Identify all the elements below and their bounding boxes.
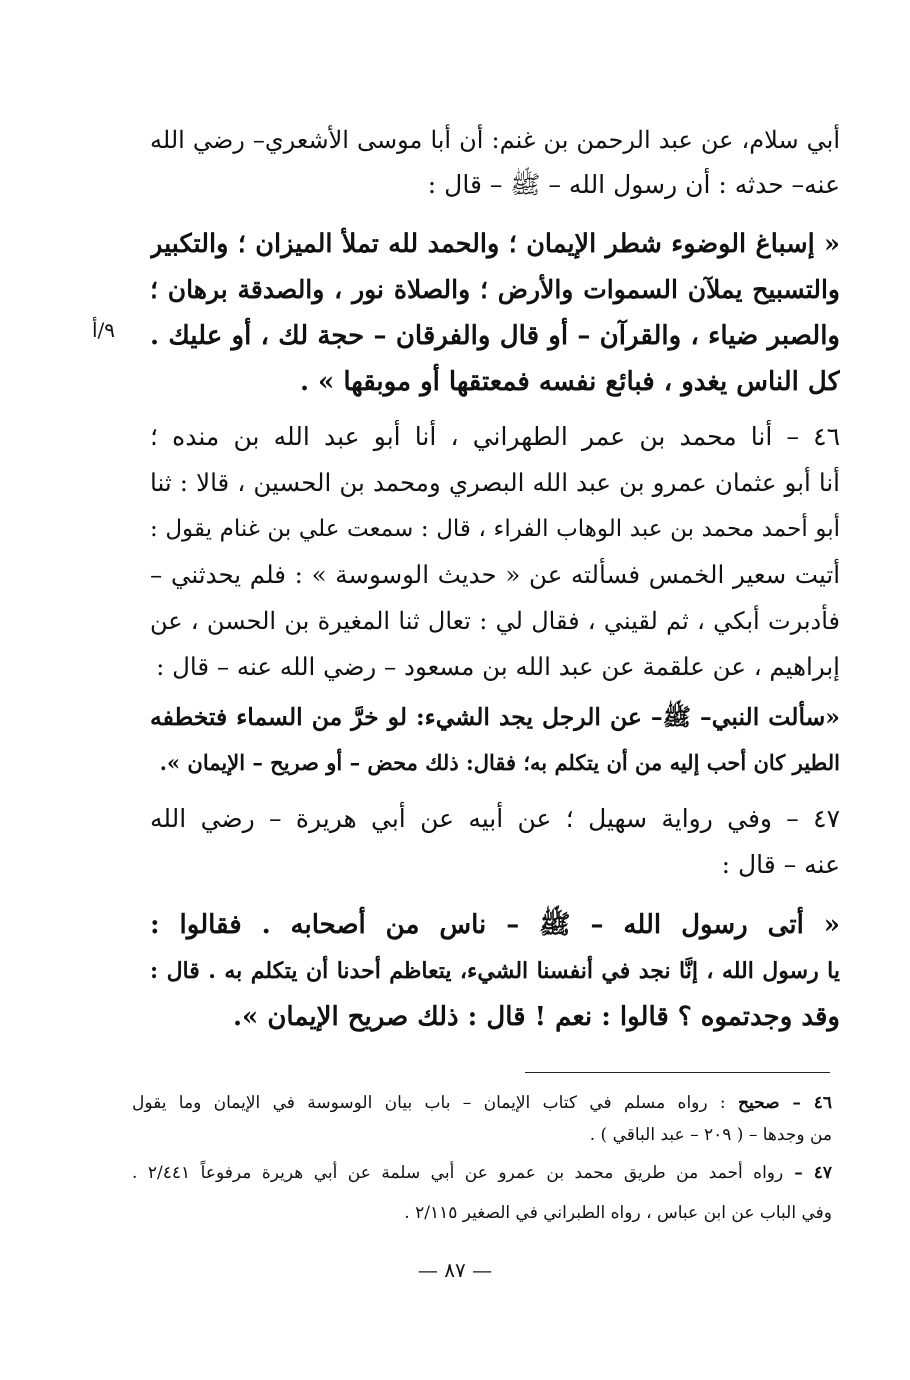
- hadith-text-line: يا رسول الله ، إنَّا نجد في أنفسنا الشيء، يتعاظم أحدنا أن يتكلم به . قال :: [150, 958, 840, 984]
- text-line: إبراهيم ، عن علقمة عن عبد الله بن مسعود – رضي الله عنه – قال :: [156, 652, 840, 681]
- footnote-line: [132, 1158, 832, 1188]
- text-line: أتيت سعير الخمس فسألته عن « حديث الوسوسة » : فلم يحدثني –: [150, 560, 840, 589]
- footnote-text: وفي الباب عن ابن عباس ، رواه الطبراني في الصغير ٢/١١٥ .: [404, 1203, 832, 1223]
- hadith-text-line: وقد وجدتموه ؟ قالوا : نعم ! قال : ذلك صريح الإيمان ».: [232, 1002, 840, 1032]
- footnote-line: [132, 1088, 832, 1118]
- text-line: أبو أحمد محمد بن عبد الوهاب الفراء ، قال : سمعت علي بن غنام يقول :: [150, 516, 840, 542]
- hadith-text-line: كل الناس يغدو ، فبائع نفسه فمعتقها أو موبقها » .: [299, 367, 840, 397]
- hadith-text-line: الطير كان أحب إليه من أن يتكلم به؛ فقال: ذلك محض – أو صريح – الإيمان ».: [159, 750, 840, 775]
- hadith-text-line: والتسبيح يملآن السموات والأرض ؛ والصلاة نور ، والصدقة برهان ؛: [150, 275, 840, 304]
- text-line: ٤٧ – وفي رواية سهيل ؛ عن أبيه عن أبي هريرة – رضي الله: [150, 804, 840, 833]
- text-line: ٤٦ – أنا محمد بن عمر الطهراني ، أنا أبو عبد الله بن منده ؛: [150, 422, 840, 451]
- footnote-number: ٤٧ –: [783, 1163, 832, 1183]
- hadith-text-line: «سألت النبي– ﷺ– عن الرجل يجد الشيء: لو خرَّ من السماء فتخطفه: [150, 703, 840, 731]
- footnote-number: ٤٦ –: [779, 1093, 832, 1113]
- text-line: أنا أبو عثمان عمرو بن عبد الله البصري ومحمد بن الحسين ، قالا : ثنا: [150, 468, 840, 497]
- footnote-line: [132, 1120, 832, 1150]
- margin-folio-note: ٩/أ: [92, 318, 116, 342]
- text-line: أبي سلام، عن عبد الرحمن بن غنم: أن أبا موسى الأشعري– رضي الله: [150, 126, 840, 154]
- hadith-text-line: « إسباغ الوضوء شطر الإيمان ؛ والحمد لله تملأ الميزان ؛ والتكبير: [150, 229, 840, 259]
- text-line: عنه– حدثه : أن رسول الله – ﷺ – قال :: [427, 170, 840, 199]
- footnote-grade: صحيح: [738, 1093, 780, 1113]
- footnote-text: : رواه مسلم في كتاب الإيمان – باب بيان الوسوسة في الإيمان وما يقول: [132, 1093, 738, 1113]
- footnote-divider: [525, 1072, 830, 1073]
- footnote-text: من وجدها – ( ٢٠٩ – عبد الباقي ) .: [589, 1125, 832, 1145]
- hadith-text-line: والصبر ضياء ، والقرآن – أو قال والفرقان – حجة لك ، أو عليك .: [150, 321, 840, 351]
- page-number: — ٨٧ —: [417, 1258, 493, 1282]
- text-line: عنه – قال :: [721, 850, 840, 879]
- hadith-text-line: « أتى رسول الله – ﷺ – ناس من أصحابه . فقالوا :: [150, 910, 840, 940]
- text-line: فأدبرت أبكي ، ثم لقيني ، فقال لي : تعال ثنا المغيرة بن الحسن ، عن: [150, 607, 840, 635]
- footnote-line: [132, 1198, 832, 1228]
- footnote-text: رواه أحمد من طريق محمد بن عمرو عن أبي سلمة عن أبي هريرة مرفوعاً ٢/٤٤١ .: [132, 1163, 784, 1183]
